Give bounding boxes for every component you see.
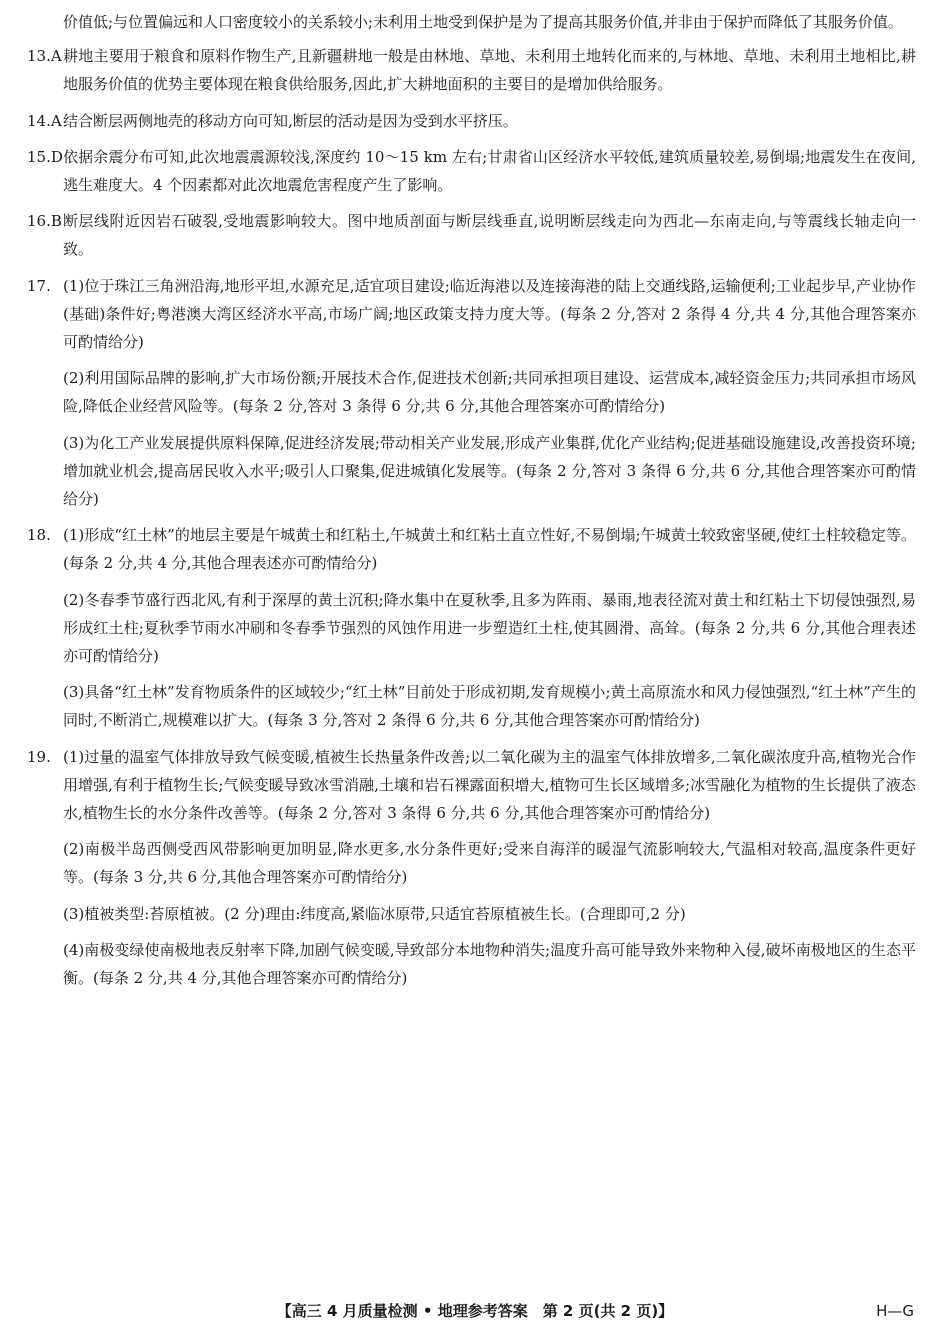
q17-part-3: (3)为化工产业发展提供原料保障,促进经济发展;带动相关产业发展,形成产业集群,优化产业结构;促进基础设施建设,改善投资环境;增加就业机会,提高居民收入水平;吸引人口聚集,促进城镇化发展等。(每条 2 分,答对 3 条得 6 分,共 6 分,其他合理答案亦可酌情给分) [63, 433, 916, 509]
q18-part-2: (2)冬春季节盛行西北风,有利于深厚的黄土沉积;降水集中在夏秋季,且多为阵雨、暴雨,地表径流对黄土和红粘土下切侵蚀强烈,易形成红土柱;夏秋季节雨水冲刷和冬春季节强烈的风蚀作用进一步塑造红土柱,使其圆滑、高耸。(每条 2 分,共 6 分,其他合理表述亦可酌情给分) [63, 590, 916, 666]
q18-part-3: (3)具备“红土林”发育物质条件的区域较少;“红土林”目前处于形成初期,发育规模小;黄土高原流水和风力侵蚀强烈,“红土林”产生的同时,不断消亡,规模难以扩大。(每条 3 分,答对 2 条得 6 分,共 6 分,其他合理答案亦可酌情给分) [63, 683, 916, 730]
q17-part-1: (1)位于珠江三角洲沿海,地形平坦,水源充足,适宜项目建设;临近海港以及连接海港的陆上交通线路,运输便利;工业起步早,产业协作(基础)条件好;粤港澳大湾区经济水平高,市场广阔;地区政策支持力度大等。(每条 2 分,答对 2 条得 4 分,共 4 分,其他合理答案亦可酌情给分) [63, 276, 916, 352]
q19-part-2: (2)南极半岛西侧受西风带影响更加明显,降水更多,水分条件更好;受来自海洋的暖湿气流影响较大,气温相对较高,温度条件更好等。(每条 3 分,共 6 分,其他合理答案亦可酌情给分) [63, 840, 916, 887]
item-number: 15. [27, 147, 51, 166]
item-explanation: 耕地主要用于粮食和原料作物生产,且新疆耕地一般是由林地、草地、未利用土地转化而来的,与林地、草地、未利用土地相比,耕地服务价值的优势主要体现在粮食供给服务,因此,扩大耕地面积的主要目的是增加供给服务。 [63, 47, 916, 94]
footer-title: 【高三 4 月质量检测 • 地理参考答案 第 2 页(共 2 页)】 [276, 1302, 674, 1320]
q12-continuation: 价值低;与位置偏远和人口密度较小的关系较小;未利用土地受到保护是为了提高其服务价值,并非由于保护而降低了其服务价值。 [63, 13, 903, 31]
item-number: 19. [27, 747, 51, 766]
item-number: 18. [27, 526, 51, 545]
item-number: 13. [27, 47, 51, 66]
answer-content [0, 8, 950, 1000]
page-footer [0, 1297, 950, 1325]
answer-item-14 [0, 107, 950, 135]
item-number: 16. [27, 212, 51, 231]
item-number: 17. [27, 276, 51, 295]
item-choice: A [50, 47, 62, 66]
answer-item-16 [0, 207, 950, 263]
item-explanation: 断层线附近因岩石破裂,受地震影响较大。图中地质剖面与断层线垂直,说明断层线走向为西北—东南走向,与等震线长轴走向一致。 [63, 212, 916, 259]
answer-item-13 [0, 42, 950, 98]
q18-part-1: (1)形成“红土林”的地层主要是午城黄土和红粘土,午城黄土和红粘土直立性好,不易倒塌;午城黄土较致密坚硬,使红土柱较稳定等。(每条 2 分,共 4 分,其他合理表述亦可酌情给分) [63, 526, 916, 573]
q19-part-3: (3)植被类型:苔原植被。(2 分)理由:纬度高,紧临冰原带,只适宜苔原植被生长。(合理即可,2 分) [63, 904, 686, 923]
answer-item-15 [0, 143, 950, 199]
q19-part-4: (4)南极变绿使南极地表反射率下降,加剧气候变暖,导致部分本地物种消失;温度升高可能导致外来物种入侵,破坏南极地区的生态平衡。(每条 2 分,共 4 分,其他合理答案亦可酌情给分) [63, 940, 916, 988]
item-explanation: 结合断层两侧地壳的移动方向可知,断层的活动是因为受到水平挤压。 [63, 111, 518, 130]
item-choice: D [50, 147, 63, 166]
answer-item-17 [0, 272, 950, 514]
item-choice: B [50, 212, 62, 231]
footer-code: H—G [876, 1302, 914, 1320]
item-explanation: 依据余震分布可知,此次地震震源较浅,深度约 10～15 km 左右;甘肃省山区经济水平较低,建筑质量较差,易倒塌;地震发生在夜间,逃生难度大。4 个因素都对此次地震危害程度产生了影响。 [63, 147, 916, 195]
answer-item-19 [0, 743, 950, 993]
q19-part-1: (1)过量的温室气体排放导致气候变暖,植被生长热量条件改善;以二氧化碳为主的温室气体排放增多,二氧化碳浓度升高,植物光合作用增强,有利于植物生长;气候变暖导致冰雪消融,土壤和岩石裸露面积增大,植物可生长区域增多;冰雪融化为植物的生长提供了液态水,植物生长的水分条件改善等。(每条 2 分,答对 3 条得 6 分,共 6 分,其他合理答案亦可酌情给分) [63, 747, 916, 823]
q17-part-2: (2)利用国际品牌的影响,扩大市场份额;开展技术合作,促进技术创新;共同承担项目建设、运营成本,减轻资金压力;共同承担市场风险,降低企业经营风险等。(每条 2 分,答对 3 条得 6 分,共 6 分,其他合理答案亦可酌情给分) [63, 369, 916, 416]
item-choice: A [50, 111, 62, 130]
answer-item-18 [0, 521, 950, 734]
item-number: 14. [27, 111, 51, 130]
